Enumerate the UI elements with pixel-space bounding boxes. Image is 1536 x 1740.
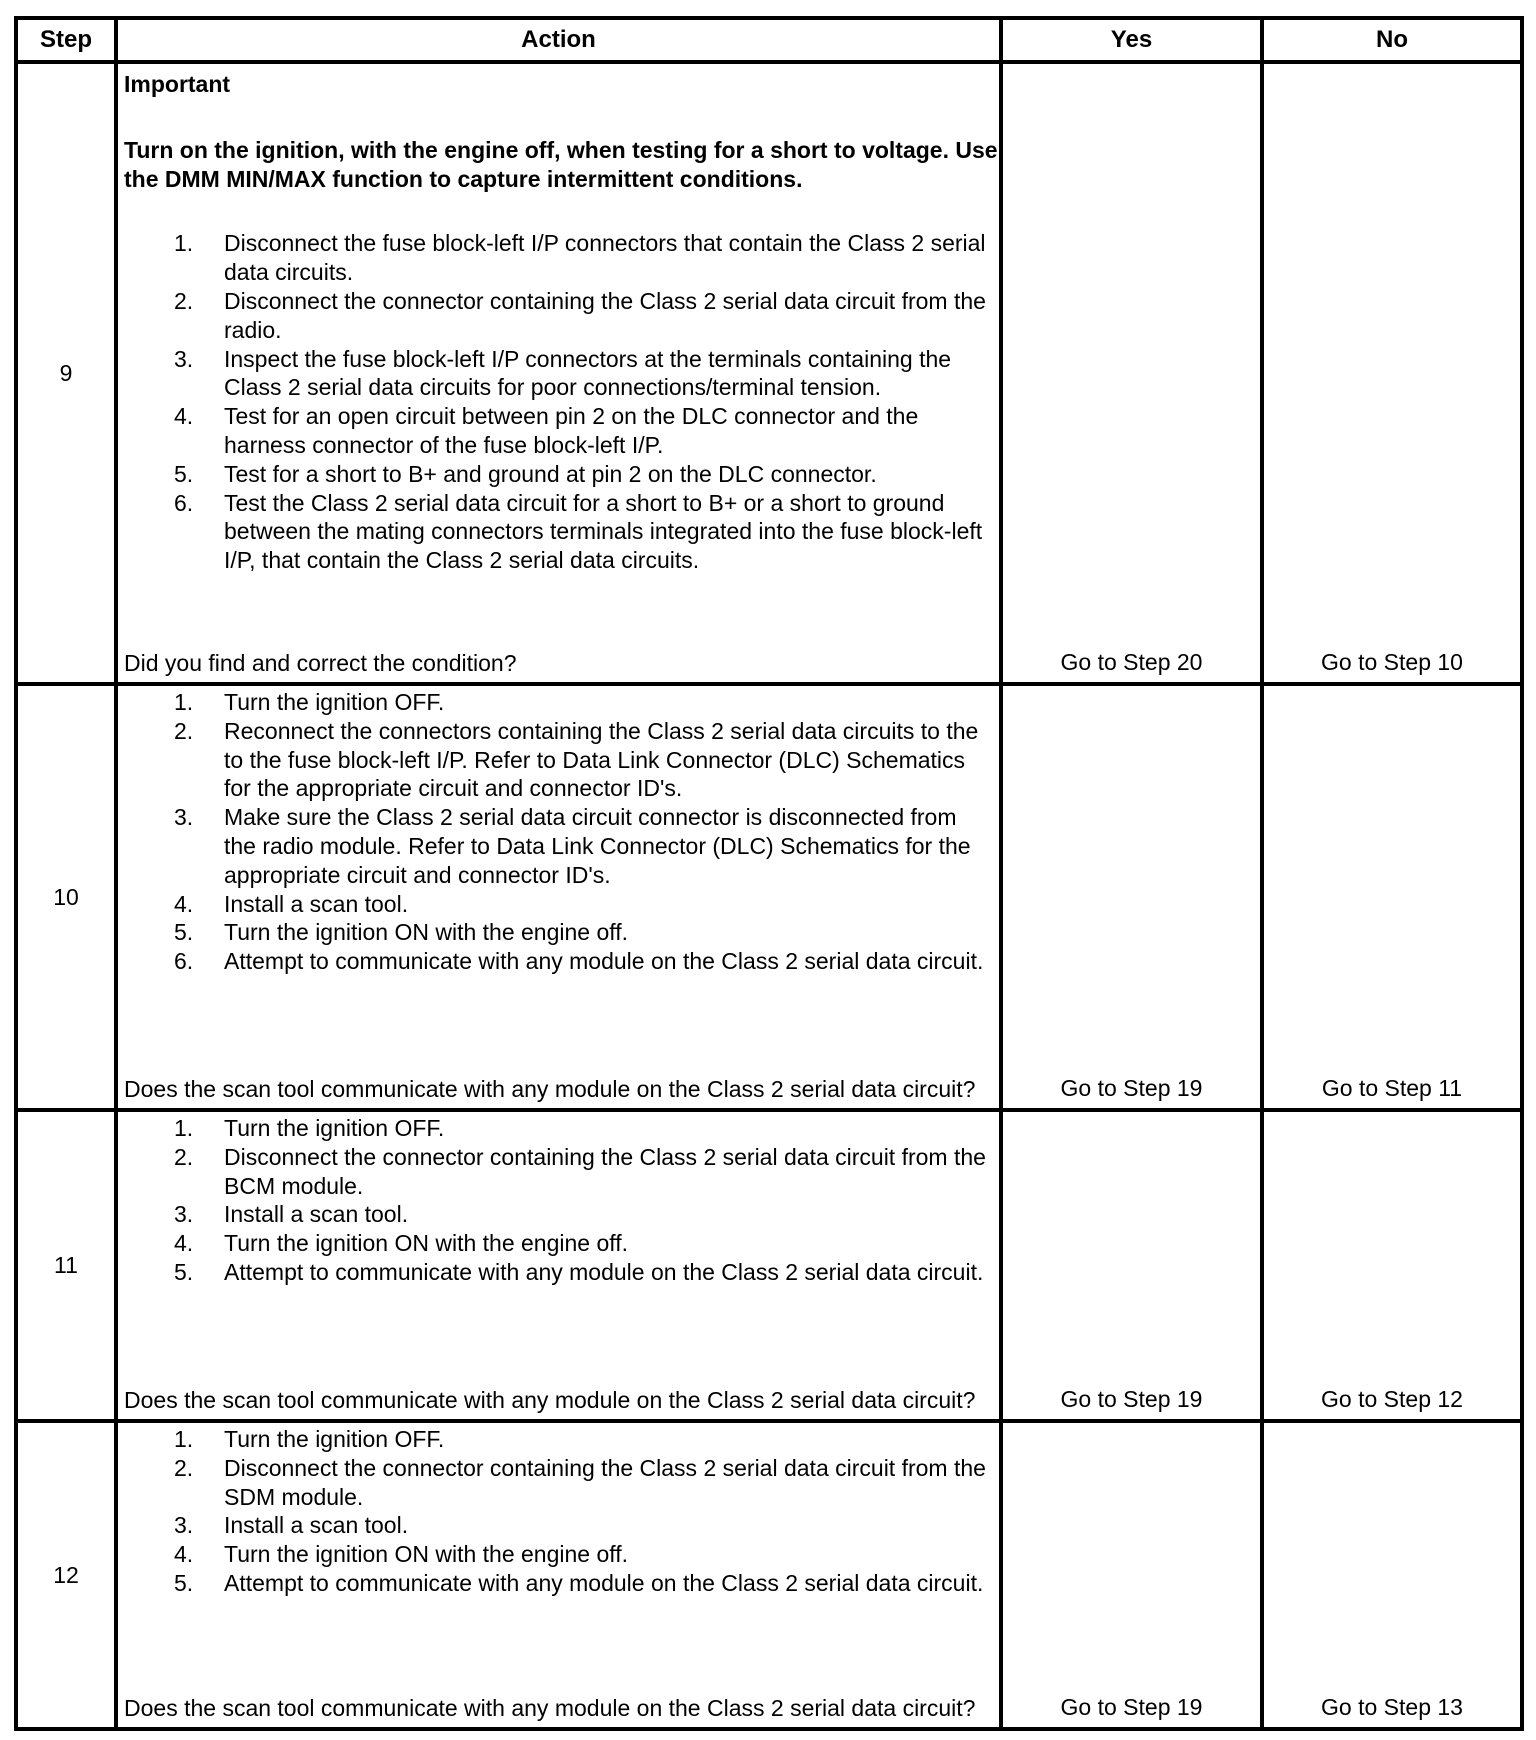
action-cell <box>118 1112 999 1419</box>
step-number: 10 <box>53 884 79 910</box>
yes-cell <box>1003 1112 1260 1419</box>
no-cell <box>1264 1423 1520 1727</box>
list-item: 3. Install a scan tool. <box>174 1201 409 1228</box>
yes-cell <box>1003 686 1260 1108</box>
action-cell <box>118 1423 999 1727</box>
list-item: 4. Turn the ignition ON with the engine off. <box>174 1541 629 1568</box>
list-item: 5. Test for a short to B+ and ground at pin 2 on the DLC connector. <box>174 460 877 487</box>
important-body: Turn on the ignition, with the engine off, when testing for a short to voltage. Use the DMM MIN/MAX function to capture intermittent conditions. <box>124 136 998 192</box>
no-cell <box>1264 1112 1520 1419</box>
list-item: 4. Turn the ignition ON with the engine off. <box>174 1230 629 1257</box>
list-item: 1. Turn the ignition OFF. <box>174 1115 445 1141</box>
list-item: 4. Install a scan tool. <box>174 890 409 917</box>
list-item: 1. Disconnect the fuse block-left I/P connectors that contain the Class 2 serial data circuits. <box>174 230 986 286</box>
step-list <box>124 229 999 575</box>
question-text: Does the scan tool communicate with any module on the Class 2 serial data circuit? <box>124 1695 976 1722</box>
list-item: 2. Disconnect the connector containing the Class 2 serial data circuit from the radio. <box>174 287 986 343</box>
list-item: 1. Turn the ignition OFF. <box>174 1426 445 1452</box>
list-item: 2. Reconnect the connectors containing the Class 2 serial data circuits to the to the fuse block-left I/P. Refer to Data Link Connector (DLC) Schematics for the appropriate circuit and connector ID's. <box>174 717 979 802</box>
header-step: Step <box>39 26 92 53</box>
step-list <box>124 688 999 976</box>
header-action: Action <box>521 26 596 53</box>
diagnostic-table <box>14 16 1524 1731</box>
header-no: No <box>1376 26 1408 53</box>
list-item: 5. Attempt to communicate with any module on the Class 2 serial data circuit. <box>174 1569 984 1596</box>
no-goto-link[interactable]: Go to Step 12 <box>1321 1386 1463 1412</box>
step-number: 11 <box>54 1252 78 1278</box>
list-item: 3. Make sure the Class 2 serial data circuit connector is disconnected from the radio module. Refer to Data Link Connector (DLC) Schematics for the appropriate circuit and connector ID's. <box>174 804 971 888</box>
list-item: 4. Test for an open circuit between pin 2 on the DLC connector and the harness connector of the fuse block-left I/P. <box>174 403 919 458</box>
action-cell <box>118 64 999 682</box>
list-item: 1. Turn the ignition OFF. <box>174 689 445 715</box>
step-list <box>124 1425 999 1598</box>
action-cell <box>118 686 999 1108</box>
yes-goto-link[interactable]: Go to Step 20 <box>1060 649 1203 675</box>
list-item: 6. Attempt to communicate with any module on the Class 2 serial data circuit. <box>174 948 984 975</box>
step-list <box>124 1114 999 1287</box>
list-item: 5. Attempt to communicate with any module on the Class 2 serial data circuit. <box>174 1258 984 1285</box>
list-item: 2. Disconnect the connector containing the Class 2 serial data circuit from the BCM module. <box>174 1143 986 1199</box>
step-number: 9 <box>59 360 73 386</box>
list-item: 3. Install a scan tool. <box>174 1512 409 1539</box>
yes-goto-link[interactable]: Go to Step 19 <box>1060 1075 1203 1101</box>
header-yes: Yes <box>1110 26 1153 53</box>
list-item: 6. Test the Class 2 serial data circuit for a short to B+ or a short to ground between the mating connectors terminals integrated into the fuse block-left I/P, that contain the Class 2 serial data circuits. <box>174 489 983 574</box>
question-text: Does the scan tool communicate with any module on the Class 2 serial data circuit? <box>124 1076 976 1103</box>
no-cell <box>1264 64 1520 682</box>
no-goto-link[interactable]: Go to Step 10 <box>1321 649 1463 675</box>
question-text: Did you find and correct the condition? <box>124 650 517 677</box>
no-cell <box>1264 686 1520 1108</box>
step-number: 12 <box>53 1562 79 1588</box>
no-goto-link[interactable]: Go to Step 13 <box>1321 1694 1463 1720</box>
yes-goto-link[interactable]: Go to Step 19 <box>1060 1386 1203 1412</box>
no-goto-link[interactable]: Go to Step 11 <box>1321 1075 1463 1101</box>
yes-goto-link[interactable]: Go to Step 19 <box>1060 1694 1203 1720</box>
question-text: Does the scan tool communicate with any module on the Class 2 serial data circuit? <box>124 1387 976 1414</box>
yes-cell <box>1003 1423 1260 1727</box>
yes-cell <box>1003 64 1260 682</box>
important-title: Important <box>124 71 231 97</box>
list-item: 2. Disconnect the connector containing the Class 2 serial data circuit from the SDM module. <box>174 1454 986 1510</box>
list-item: 3. Inspect the fuse block-left I/P connectors at the terminals containing the Class 2 serial data circuits for poor connections/terminal tension. <box>174 345 952 401</box>
list-item: 5. Turn the ignition ON with the engine off. <box>174 919 629 946</box>
